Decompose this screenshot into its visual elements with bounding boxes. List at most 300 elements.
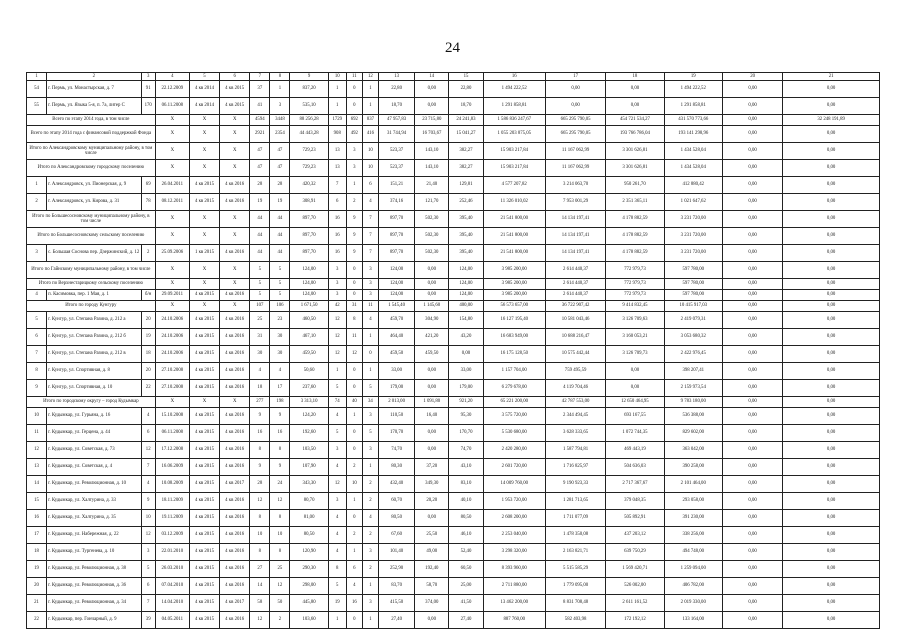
table-cell: 25 [270, 561, 290, 578]
table-cell: 3 575 720,00 [483, 408, 545, 425]
table-cell: 0,00 [722, 510, 782, 527]
table-cell: 19.11.2009 [155, 510, 189, 527]
table-cell: X [155, 279, 189, 290]
table-cell: X [155, 160, 189, 177]
table-cell: 6 [141, 425, 155, 442]
table-cell: 729,23 [290, 143, 328, 160]
table-cell: 2 [362, 527, 378, 544]
table-cell: 11 [346, 329, 362, 346]
table-cell: 464,40 [378, 329, 414, 346]
table-cell: 5 [141, 561, 155, 578]
table-cell: 4 кв 2015 [189, 346, 219, 363]
table-cell: 0,00 [722, 459, 782, 476]
table-cell: 0 [346, 363, 362, 380]
table-cell: г. Кудымкар, ул. Набережная, д. 22 [47, 527, 142, 544]
table-cell: 83,70 [378, 578, 414, 595]
table-cell: 395,40 [449, 245, 483, 262]
table-cell: 47 [270, 160, 290, 177]
table-cell: 81,00 [290, 510, 328, 527]
table-cell: 124,00 [449, 279, 483, 290]
table-cell: 437 203,12 [606, 527, 664, 544]
table-cell: 124,00 [290, 290, 328, 301]
table-cell: 80,50 [290, 527, 328, 544]
table-cell: 3 [328, 442, 346, 459]
table-cell: 04.05.2011 [155, 612, 189, 629]
table-cell: 4 577 207,82 [483, 177, 545, 194]
table-cell: 6 [346, 561, 362, 578]
table-cell: 1 [27, 177, 47, 194]
table-cell: 5 [189, 73, 219, 81]
table-cell: Всего по этапу 2014 года с финансовой поддержкой Фонда [27, 126, 156, 143]
table-cell: 14 [27, 476, 47, 493]
table-cell: 0 [346, 510, 362, 527]
table-cell: 16 [328, 228, 346, 245]
table-row [27, 510, 880, 527]
table-cell: 124,00 [378, 279, 414, 290]
table-cell: г. Кунгур, ул. Спортивная, д. 8 [47, 363, 142, 380]
table-cell: 0,00 [722, 578, 782, 595]
table-cell: г. Александровск, ул. Пионерская, д. 9 [47, 177, 142, 194]
table-cell: 502,30 [415, 245, 449, 262]
table-cell: 47 957,83 [378, 115, 414, 126]
table-cell: 4 кв 2017 [220, 595, 250, 612]
table-cell: 20,20 [415, 493, 449, 510]
table-cell: 459,70 [378, 312, 414, 329]
table-row [27, 595, 880, 612]
table-cell: 40 [346, 397, 362, 408]
table-cell: 3 160 053,21 [606, 329, 664, 346]
register-table [26, 72, 880, 629]
table-cell: 4 кв 2015 [189, 561, 219, 578]
table-cell: 124,00 [290, 262, 328, 279]
table-cell: 1 671,50 [290, 301, 328, 312]
total-row [27, 397, 880, 408]
table-cell: 15 903 217,84 [483, 143, 545, 160]
table-cell: 665 295 790,05 [545, 126, 605, 143]
table-cell: 4 кв 2014 [189, 98, 219, 115]
table-cell: 24 [270, 476, 290, 493]
table-cell: 4 кв 2015 [189, 194, 219, 211]
table-cell: 0,00 [722, 279, 782, 290]
table-cell: 0,00 [722, 493, 782, 510]
table-cell: 0,00 [783, 595, 880, 612]
table-cell: 4 178 882,59 [606, 211, 664, 228]
table-cell: 406 782,00 [664, 578, 722, 595]
table-cell: 502,30 [415, 211, 449, 228]
table-cell: 49,00 [415, 544, 449, 561]
total-row [27, 228, 880, 245]
table-cell: 2354 [270, 126, 290, 143]
table-cell: 44 [250, 245, 270, 262]
table-row [27, 612, 880, 629]
table-cell: 2 614 440,37 [545, 279, 605, 290]
table-cell: 692 [346, 115, 362, 126]
table-row [27, 363, 880, 380]
table-cell: 0,00 [783, 301, 880, 312]
table-cell: 107 [250, 301, 270, 312]
table-cell: 2 013,00 [378, 397, 414, 408]
table-row [27, 527, 880, 544]
table-cell: 0,00 [722, 98, 782, 115]
table-row [27, 329, 880, 346]
total-row [27, 143, 880, 160]
table-cell: 44 [270, 245, 290, 262]
table-cell: 4 кв 2015 [189, 493, 219, 510]
table-cell: 5 [250, 262, 270, 279]
table-cell: 7 [362, 245, 378, 262]
table-cell: 4 кв 2015 [189, 527, 219, 544]
table-cell: Итого по Большесосновскому сельскому поселению [27, 228, 156, 245]
table-cell: 20 [27, 578, 47, 595]
table-cell: 0,00 [722, 595, 782, 612]
table-cell: 15 041,27 [449, 126, 483, 143]
table-cell: 78 [141, 194, 155, 211]
table-cell: 1 [328, 81, 346, 98]
table-cell: 0,00 [783, 346, 880, 363]
table-row [27, 544, 880, 561]
table-cell: 39 [141, 612, 155, 629]
table-cell: 44 [250, 211, 270, 228]
table-cell: 526 002,00 [606, 578, 664, 595]
table-cell: 124,00 [449, 262, 483, 279]
table-cell: X [220, 160, 250, 177]
table-cell: 67,60 [378, 527, 414, 544]
table-cell: 2 101 464,00 [664, 476, 722, 493]
table-cell: 0,00 [783, 363, 880, 380]
table-cell: 20 [722, 73, 782, 81]
table-cell: 4 [328, 510, 346, 527]
table-cell: 5 [328, 578, 346, 595]
table-cell: 1 779 095,00 [545, 578, 605, 595]
table-cell: 421,20 [415, 329, 449, 346]
table-cell: 0,00 [722, 262, 782, 279]
table-cell: 415,50 [378, 595, 414, 612]
table-cell: 08.12.2011 [155, 194, 189, 211]
table-cell: 0,00 [783, 279, 880, 290]
table-cell: 10 575 442,44 [545, 346, 605, 363]
table-cell: 50,60 [290, 363, 328, 380]
table-cell: 2 [346, 527, 362, 544]
table-cell: 12 [328, 329, 346, 346]
table-cell: 23 [270, 312, 290, 329]
table-cell: 42 [328, 301, 346, 312]
table-cell: 343,30 [290, 476, 328, 493]
table-cell: 19 [141, 329, 155, 346]
table-cell: 772 979,73 [606, 279, 664, 290]
table-cell: 1 [328, 612, 346, 629]
table-cell: 4 кв 2015 [189, 363, 219, 380]
table-cell: г. Кудымкар, ул. Халтурина, д. 35 [47, 510, 142, 527]
table-cell: 7 [141, 459, 155, 476]
table-cell: 252,46 [449, 194, 483, 211]
table-cell: 06.11.2008 [155, 98, 189, 115]
table-cell: 4 [270, 363, 290, 380]
table-cell: 0,00 [722, 425, 782, 442]
table-cell: 0,00 [722, 194, 782, 211]
table-cell: 0,00 [415, 442, 449, 459]
table-row [27, 98, 880, 115]
table-cell: 170 [141, 98, 155, 115]
table-cell: 1 055 203 875,05 [483, 126, 545, 143]
table-cell: X [189, 143, 219, 160]
table-cell: X [189, 397, 219, 408]
table-cell: 10 [328, 73, 346, 81]
table-cell: 143,10 [415, 143, 449, 160]
table-cell: 0,00 [606, 98, 664, 115]
table-cell: 0 [346, 612, 362, 629]
table-cell: 4 кв 2016 [220, 510, 250, 527]
table-cell: 4 кв 2016 [220, 329, 250, 346]
table-cell: 363 042,00 [664, 442, 722, 459]
table-cell: 0,00 [783, 612, 880, 629]
table-cell: 58,70 [415, 578, 449, 595]
table-cell: 1 587 794,81 [545, 442, 605, 459]
table-cell: 4 кв 2016 [220, 544, 250, 561]
table-cell: 198 [270, 397, 290, 408]
table-cell: 4 кв 2015 [189, 595, 219, 612]
table-cell: 0,00 [722, 301, 782, 312]
table-cell: 2 422 976,45 [664, 346, 722, 363]
table-cell: 504 636,03 [606, 459, 664, 476]
table-cell: X [189, 301, 219, 312]
table-cell: г. Кудымкар, ул. Тургенева, д. 10 [47, 544, 142, 561]
table-cell: 29.09.2011 [155, 290, 189, 301]
table-cell: 0,00 [545, 81, 605, 98]
table-cell: 54 [27, 81, 47, 98]
table-cell: 4 кв 2015 [189, 329, 219, 346]
table-cell: 4 [328, 408, 346, 425]
table-cell: 18 [27, 544, 47, 561]
page-number: 24 [445, 40, 460, 56]
table-cell: 4 [362, 510, 378, 527]
table-cell: 0,00 [722, 160, 782, 177]
table-cell: 179,00 [378, 380, 414, 397]
table-cell: 1 586 836 247,67 [483, 115, 545, 126]
table-cell: 10.08.2009 [155, 476, 189, 493]
table-cell: 0,00 [415, 510, 449, 527]
table-cell: 07.04.2010 [155, 578, 189, 595]
table-cell: 3 214 063,70 [545, 177, 605, 194]
table-cell: 887 760,00 [483, 612, 545, 629]
table-cell: 14.04.2010 [155, 595, 189, 612]
total-row [27, 160, 880, 177]
table-cell: 7 953 001,29 [545, 194, 605, 211]
table-cell: 16 [270, 425, 290, 442]
table-cell: Всего по этапу 2014 года, в том числе [27, 115, 156, 126]
table-cell: 0,00 [783, 81, 880, 98]
table-cell: 8 [27, 363, 47, 380]
table-cell: 3 [141, 73, 155, 81]
table-cell: 5 [270, 279, 290, 290]
table-cell: 0,00 [606, 81, 664, 98]
table-cell: 30 [270, 346, 290, 363]
table-cell: 9 783 180,00 [664, 397, 722, 408]
table-cell: 124,20 [290, 408, 328, 425]
table-cell: 1 091,80 [415, 397, 449, 408]
table-cell: 74 [328, 397, 346, 408]
table-cell: 0,00 [722, 476, 782, 493]
table-cell: 3 301 626,81 [606, 160, 664, 177]
table-cell: 60,70 [378, 493, 414, 510]
table-cell: г. Кунгур, ул. Степана Разина, д. 212 в [47, 346, 142, 363]
table-cell: 22,80 [449, 81, 483, 98]
table-row [27, 408, 880, 425]
table-cell: 24.10.2006 [155, 329, 189, 346]
table-cell: 41 [250, 98, 270, 115]
table-cell: 4 [141, 476, 155, 493]
table-cell: 0,00 [722, 380, 782, 397]
table-cell: 897,70 [290, 228, 328, 245]
table-cell: 30 [270, 329, 290, 346]
table-cell: 4 кв 2016 [220, 380, 250, 397]
table-cell: 8 [250, 544, 270, 561]
table-cell: 0,00 [449, 346, 483, 363]
table-cell: 0,00 [722, 561, 782, 578]
table-cell: 665 295 790,05 [545, 115, 605, 126]
table-cell: 1 953 720,00 [483, 493, 545, 510]
table-cell: 3 [362, 595, 378, 612]
table-cell: 1729 [328, 115, 346, 126]
table-cell: 44 [250, 228, 270, 245]
table-cell: 41,50 [449, 595, 483, 612]
table-cell: 0,00 [606, 380, 664, 397]
table-cell: 1 494 222,52 [664, 81, 722, 98]
table-cell: 0,00 [722, 527, 782, 544]
table-cell: г. Кудымкар, ул. Советская, д. 4 [47, 459, 142, 476]
table-cell: 2 344 494,45 [545, 408, 605, 425]
table-cell: 74,70 [378, 442, 414, 459]
table-cell: 3 628 333,65 [545, 425, 605, 442]
table-cell: 16.06.2009 [155, 459, 189, 476]
table-cell: 0,00 [722, 312, 782, 329]
table-cell: 0,00 [722, 143, 782, 160]
table-cell: 6 279 678,00 [483, 380, 545, 397]
table-cell: 9 [270, 459, 290, 476]
table-cell: г. Кудымкар, ул. Революционная, д. 36 [47, 578, 142, 595]
table-cell: 8 393 960,00 [483, 561, 545, 578]
table-cell: 523,37 [378, 143, 414, 160]
table-cell: 4 кв 2016 [220, 245, 250, 262]
table-cell: 19 [664, 73, 722, 81]
table-cell: 1 145,60 [415, 301, 449, 312]
table-cell: 772 979,73 [606, 290, 664, 301]
table-cell: 2 163 821,71 [545, 544, 605, 561]
table-cell: 1 [362, 329, 378, 346]
table-cell: 3 [141, 544, 155, 561]
table-cell: 0,00 [722, 397, 782, 408]
table-cell: 88 256,28 [290, 115, 328, 126]
table-cell: 2 601 720,00 [483, 459, 545, 476]
table-cell: 15 [27, 493, 47, 510]
table-cell: 8 [270, 544, 290, 561]
table-cell: 908 [328, 126, 346, 143]
table-cell: 4594 [250, 115, 270, 126]
table-row [27, 81, 880, 98]
table-cell: 21 [783, 73, 880, 81]
table-cell: 3 [270, 98, 290, 115]
table-cell: 582 403,98 [545, 612, 605, 629]
table-cell: 80,50 [378, 510, 414, 527]
table-cell: 21 541 800,00 [483, 211, 545, 228]
table-cell: 11 326 010,02 [483, 194, 545, 211]
table-cell: 4 кв 2015 [189, 612, 219, 629]
table-cell: 12 [250, 493, 270, 510]
table-cell: г. Кудымкар, ул. Советская, д. 73 [47, 442, 142, 459]
table-cell: 31 744,94 [378, 126, 414, 143]
table-cell: 2 [362, 476, 378, 493]
table-row [27, 425, 880, 442]
table-cell: 412 880,42 [664, 177, 722, 194]
table-cell: 0,00 [783, 126, 880, 143]
table-cell: 1 [346, 408, 362, 425]
table-cell: 3 231 720,00 [664, 245, 722, 262]
table-cell: 11 [27, 425, 47, 442]
table-cell: 1 [362, 459, 378, 476]
table-cell: 0 [346, 290, 362, 301]
table-cell: 897,70 [290, 211, 328, 228]
table-cell: 7 [250, 73, 270, 81]
table-cell: 3 [27, 245, 47, 262]
table-cell: 58 [250, 595, 270, 612]
table-row [27, 290, 880, 301]
table-cell: 44 [270, 228, 290, 245]
table-cell: 4 [155, 73, 189, 81]
table-cell: X [220, 143, 250, 160]
table-cell: 5 [328, 425, 346, 442]
table-cell: 17.12.2008 [155, 442, 189, 459]
table-cell: 0,00 [545, 98, 605, 115]
table-cell: 14 [250, 578, 270, 595]
table-cell: 83,10 [449, 476, 483, 493]
table-cell: 32 248 191,89 [783, 115, 880, 126]
table-cell: 9 [346, 211, 362, 228]
table-cell: 14 134 197,41 [545, 245, 605, 262]
table-cell: Итого по Большесосновскому муниципальному району, в том числе [27, 211, 156, 228]
table-cell: 2 419 079,31 [664, 312, 722, 329]
table-cell: 18 [606, 73, 664, 81]
table-cell: 50 [270, 595, 290, 612]
table-cell: 0,00 [722, 329, 782, 346]
table-cell: 23 715,80 [415, 115, 449, 126]
table-cell: 5 [362, 425, 378, 442]
table-cell: X [189, 126, 219, 143]
table-cell: 0,00 [722, 81, 782, 98]
table-cell: 0 [346, 81, 362, 98]
table-cell: Итого по Александровскому муниципальному району, в том числе [27, 143, 156, 160]
table-cell: 494 748,00 [664, 544, 722, 561]
table-cell: 921,20 [449, 397, 483, 408]
table-cell: 1 291 858,81 [483, 98, 545, 115]
table-cell: 1 494 222,52 [483, 81, 545, 98]
table-cell: 110,50 [378, 408, 414, 425]
table-cell: 3 [362, 279, 378, 290]
table-cell: 0,00 [415, 279, 449, 290]
table-cell: 9 414 832,45 [606, 301, 664, 312]
table-cell: 382,27 [449, 160, 483, 177]
table-cell: 124,00 [290, 279, 328, 290]
table-cell: 151,21 [378, 177, 414, 194]
table-cell: 1 [328, 98, 346, 115]
table-cell: 420,32 [290, 177, 328, 194]
table-cell: 2 [270, 612, 290, 629]
table-cell: 13 [27, 459, 47, 476]
table-cell: 237,60 [290, 380, 328, 397]
table-cell: 293 058,00 [664, 493, 722, 510]
table-cell: 0,00 [415, 98, 449, 115]
table-cell: 12 [270, 493, 290, 510]
table-cell: г. Кунгур, ул. Спортивная, д. 10 [47, 380, 142, 397]
table-cell: 5 [270, 262, 290, 279]
